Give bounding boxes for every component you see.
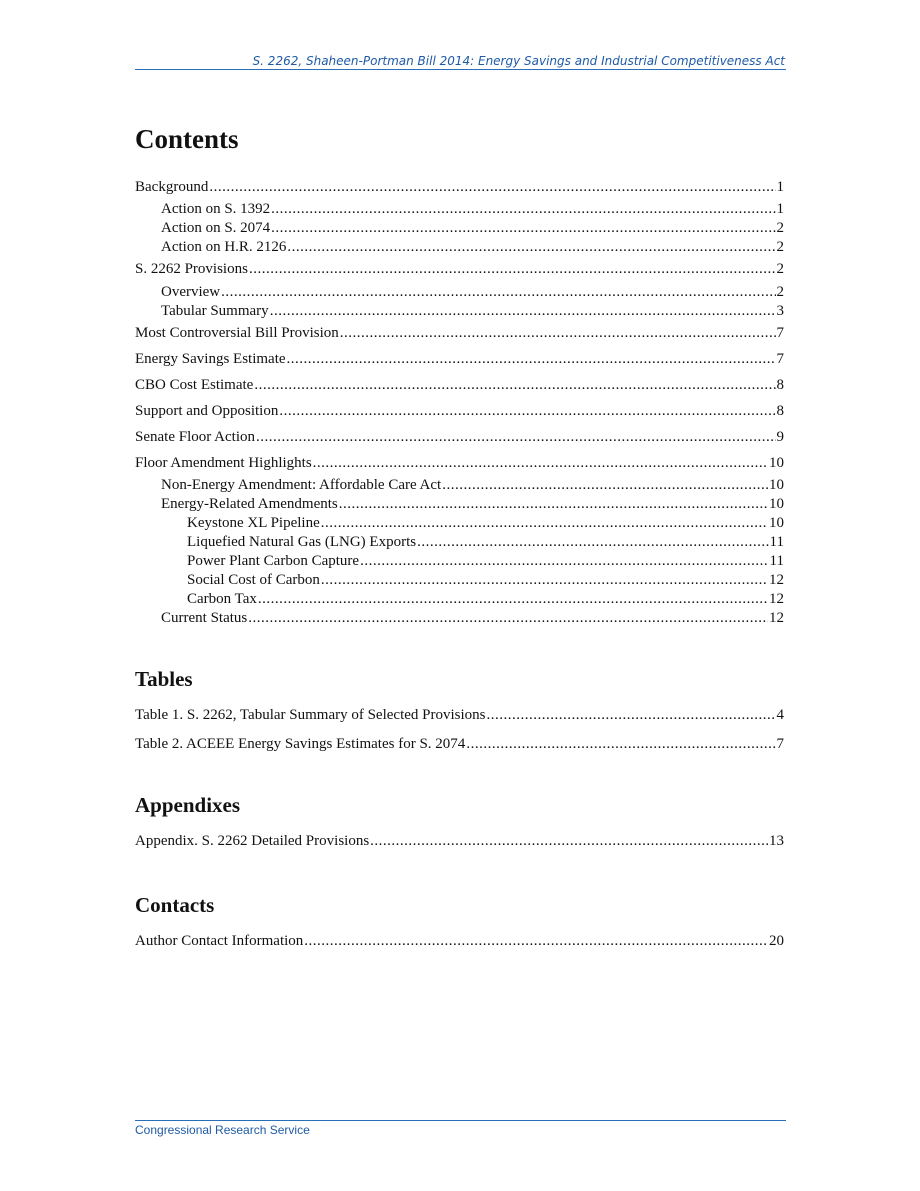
- toc-entry-label: Senate Floor Action: [135, 429, 255, 445]
- toc-entry-page: 8: [776, 377, 784, 393]
- toc-entry-label: Action on S. 2074: [161, 220, 271, 236]
- toc-entry-label: Carbon Tax: [187, 591, 257, 607]
- toc-entry-page: 10: [769, 496, 784, 512]
- toc-entry-lng-exports[interactable]: [135, 532, 784, 552]
- toc-entry-label: Overview: [161, 284, 221, 300]
- toc-entry-label: Author Contact Information: [135, 933, 304, 949]
- dot-leader: [271, 218, 775, 238]
- toc-entry-label: Action on S. 1392: [161, 201, 271, 217]
- toc-entry-page: 10: [769, 515, 784, 531]
- toc-entry-label: Background: [135, 179, 209, 195]
- toc-entry-page: 2: [776, 239, 784, 255]
- toc-entry-label: Action on H.R. 2126: [161, 239, 287, 255]
- dot-leader: [287, 237, 775, 257]
- dot-leader: [340, 323, 776, 343]
- toc-entry-page: 8: [776, 403, 784, 419]
- toc-entry-page: 12: [769, 572, 784, 588]
- toc-entry-cbo-cost-estimate[interactable]: [135, 375, 784, 395]
- dot-leader: [279, 401, 775, 421]
- toc-entry-page: 3: [776, 303, 784, 319]
- toc-entry-author-contact[interactable]: [135, 931, 784, 951]
- dot-leader: [249, 259, 776, 279]
- dot-leader: [360, 551, 768, 571]
- toc-entry-label: Tabular Summary: [161, 303, 269, 319]
- toc-entry-page: 12: [769, 591, 784, 607]
- toc-entry-label: CBO Cost Estimate: [135, 377, 254, 393]
- toc-entry-page: 1: [776, 179, 784, 195]
- toc-entry-page: 10: [769, 477, 784, 493]
- toc-entry-page: 7: [776, 351, 784, 367]
- toc-entry-background[interactable]: [135, 177, 784, 197]
- toc-entry-page: 9: [776, 429, 784, 445]
- running-header: S. 2262, Shaheen-Portman Bill 2014: Energy Savings and Industrial Competitiveness Act: [252, 54, 785, 68]
- toc-entry-page: 10: [769, 455, 784, 471]
- footer-rule: [135, 1120, 786, 1121]
- toc-entry-page: 11: [769, 534, 784, 550]
- toc-entry-carbon-tax[interactable]: [135, 589, 784, 609]
- toc-entry-action-s2074[interactable]: [135, 218, 784, 238]
- toc-entry-page: 20: [769, 933, 784, 949]
- toc-entry-page: 2: [776, 284, 784, 300]
- toc-entry-floor-amendment-highlights[interactable]: [135, 453, 784, 473]
- toc-entry-label: Keystone XL Pipeline: [187, 515, 320, 531]
- toc-entry-page: 7: [776, 736, 784, 752]
- toc-entry-page: 1: [776, 201, 784, 217]
- running-footer: Congressional Research Service: [135, 1123, 310, 1137]
- toc-entry-label: Most Controversial Bill Provision: [135, 325, 339, 341]
- dot-leader: [321, 570, 768, 590]
- toc-entry-action-s1392[interactable]: [135, 199, 784, 219]
- toc-entry-senate-floor-action[interactable]: [135, 427, 784, 447]
- dot-leader: [221, 282, 775, 302]
- appendixes-heading: Appendixes: [135, 793, 241, 817]
- toc-entry-label: Energy-Related Amendments: [161, 496, 338, 512]
- contacts-heading: Contacts: [135, 893, 215, 917]
- dot-leader: [442, 475, 768, 495]
- toc-entry-label: S. 2262 Provisions: [135, 261, 248, 277]
- toc-entry-action-hr2126[interactable]: [135, 237, 784, 257]
- toc-entry-label: Table 2. ACEEE Energy Savings Estimates for S. 2074: [135, 736, 466, 752]
- toc-entry-energy-savings-estimate[interactable]: [135, 349, 784, 369]
- toc-entry-carbon-capture[interactable]: [135, 551, 784, 571]
- dot-leader: [417, 532, 768, 552]
- dot-leader: [258, 589, 768, 609]
- toc-entry-label: Social Cost of Carbon: [187, 572, 320, 588]
- dot-leader: [313, 453, 768, 473]
- toc-entry-table-2[interactable]: [135, 734, 784, 754]
- dot-leader: [270, 301, 776, 321]
- toc-entry-page: 2: [776, 220, 784, 236]
- toc-entry-label: Appendix. S. 2262 Detailed Provisions: [135, 833, 370, 849]
- toc-entry-label: Energy Savings Estimate: [135, 351, 286, 367]
- toc-entry-table-1[interactable]: [135, 705, 784, 725]
- toc-entry-page: 2: [776, 261, 784, 277]
- toc-entry-overview[interactable]: [135, 282, 784, 302]
- dot-leader: [248, 608, 768, 628]
- dot-leader: [321, 513, 768, 533]
- dot-leader: [466, 734, 775, 754]
- toc-entry-page: 12: [769, 610, 784, 626]
- toc-entry-label: Table 1. S. 2262, Tabular Summary of Selected Provisions: [135, 707, 486, 723]
- toc-entry-appendix[interactable]: [135, 831, 784, 851]
- toc-entry-current-status[interactable]: [135, 608, 784, 628]
- toc-entry-energy-related-amendments[interactable]: [135, 494, 784, 514]
- tables-heading: Tables: [135, 667, 193, 691]
- toc-entry-social-cost-carbon[interactable]: [135, 570, 784, 590]
- dot-leader: [254, 375, 775, 395]
- toc-entry-page: 7: [776, 325, 784, 341]
- toc-entry-non-energy-amendment[interactable]: [135, 475, 784, 495]
- toc-entry-label: Floor Amendment Highlights: [135, 455, 312, 471]
- contents-heading: Contents: [135, 124, 239, 154]
- toc-entry-s2262-provisions[interactable]: [135, 259, 784, 279]
- dot-leader: [209, 177, 775, 197]
- toc-entry-page: 13: [769, 833, 784, 849]
- header-rule: [135, 69, 786, 70]
- toc-entry-support-opposition[interactable]: [135, 401, 784, 421]
- toc-entry-label: Support and Opposition: [135, 403, 279, 419]
- dot-leader: [256, 427, 776, 447]
- toc-entry-page: 4: [776, 707, 784, 723]
- dot-leader: [487, 705, 776, 725]
- toc-entry-tabular-summary[interactable]: [135, 301, 784, 321]
- dot-leader: [370, 831, 768, 851]
- toc-entry-label: Liquefied Natural Gas (LNG) Exports: [187, 534, 417, 550]
- toc-entry-label: Power Plant Carbon Capture: [187, 553, 360, 569]
- dot-leader: [339, 494, 768, 514]
- toc-entry-controversial-provision[interactable]: [135, 323, 784, 343]
- toc-entry-keystone-xl[interactable]: [135, 513, 784, 533]
- toc-entry-label: Current Status: [161, 610, 248, 626]
- dot-leader: [287, 349, 776, 369]
- dot-leader: [271, 199, 775, 219]
- toc-entry-page: 11: [769, 553, 784, 569]
- dot-leader: [304, 931, 768, 951]
- toc-entry-label: Non-Energy Amendment: Affordable Care Act: [161, 477, 442, 493]
